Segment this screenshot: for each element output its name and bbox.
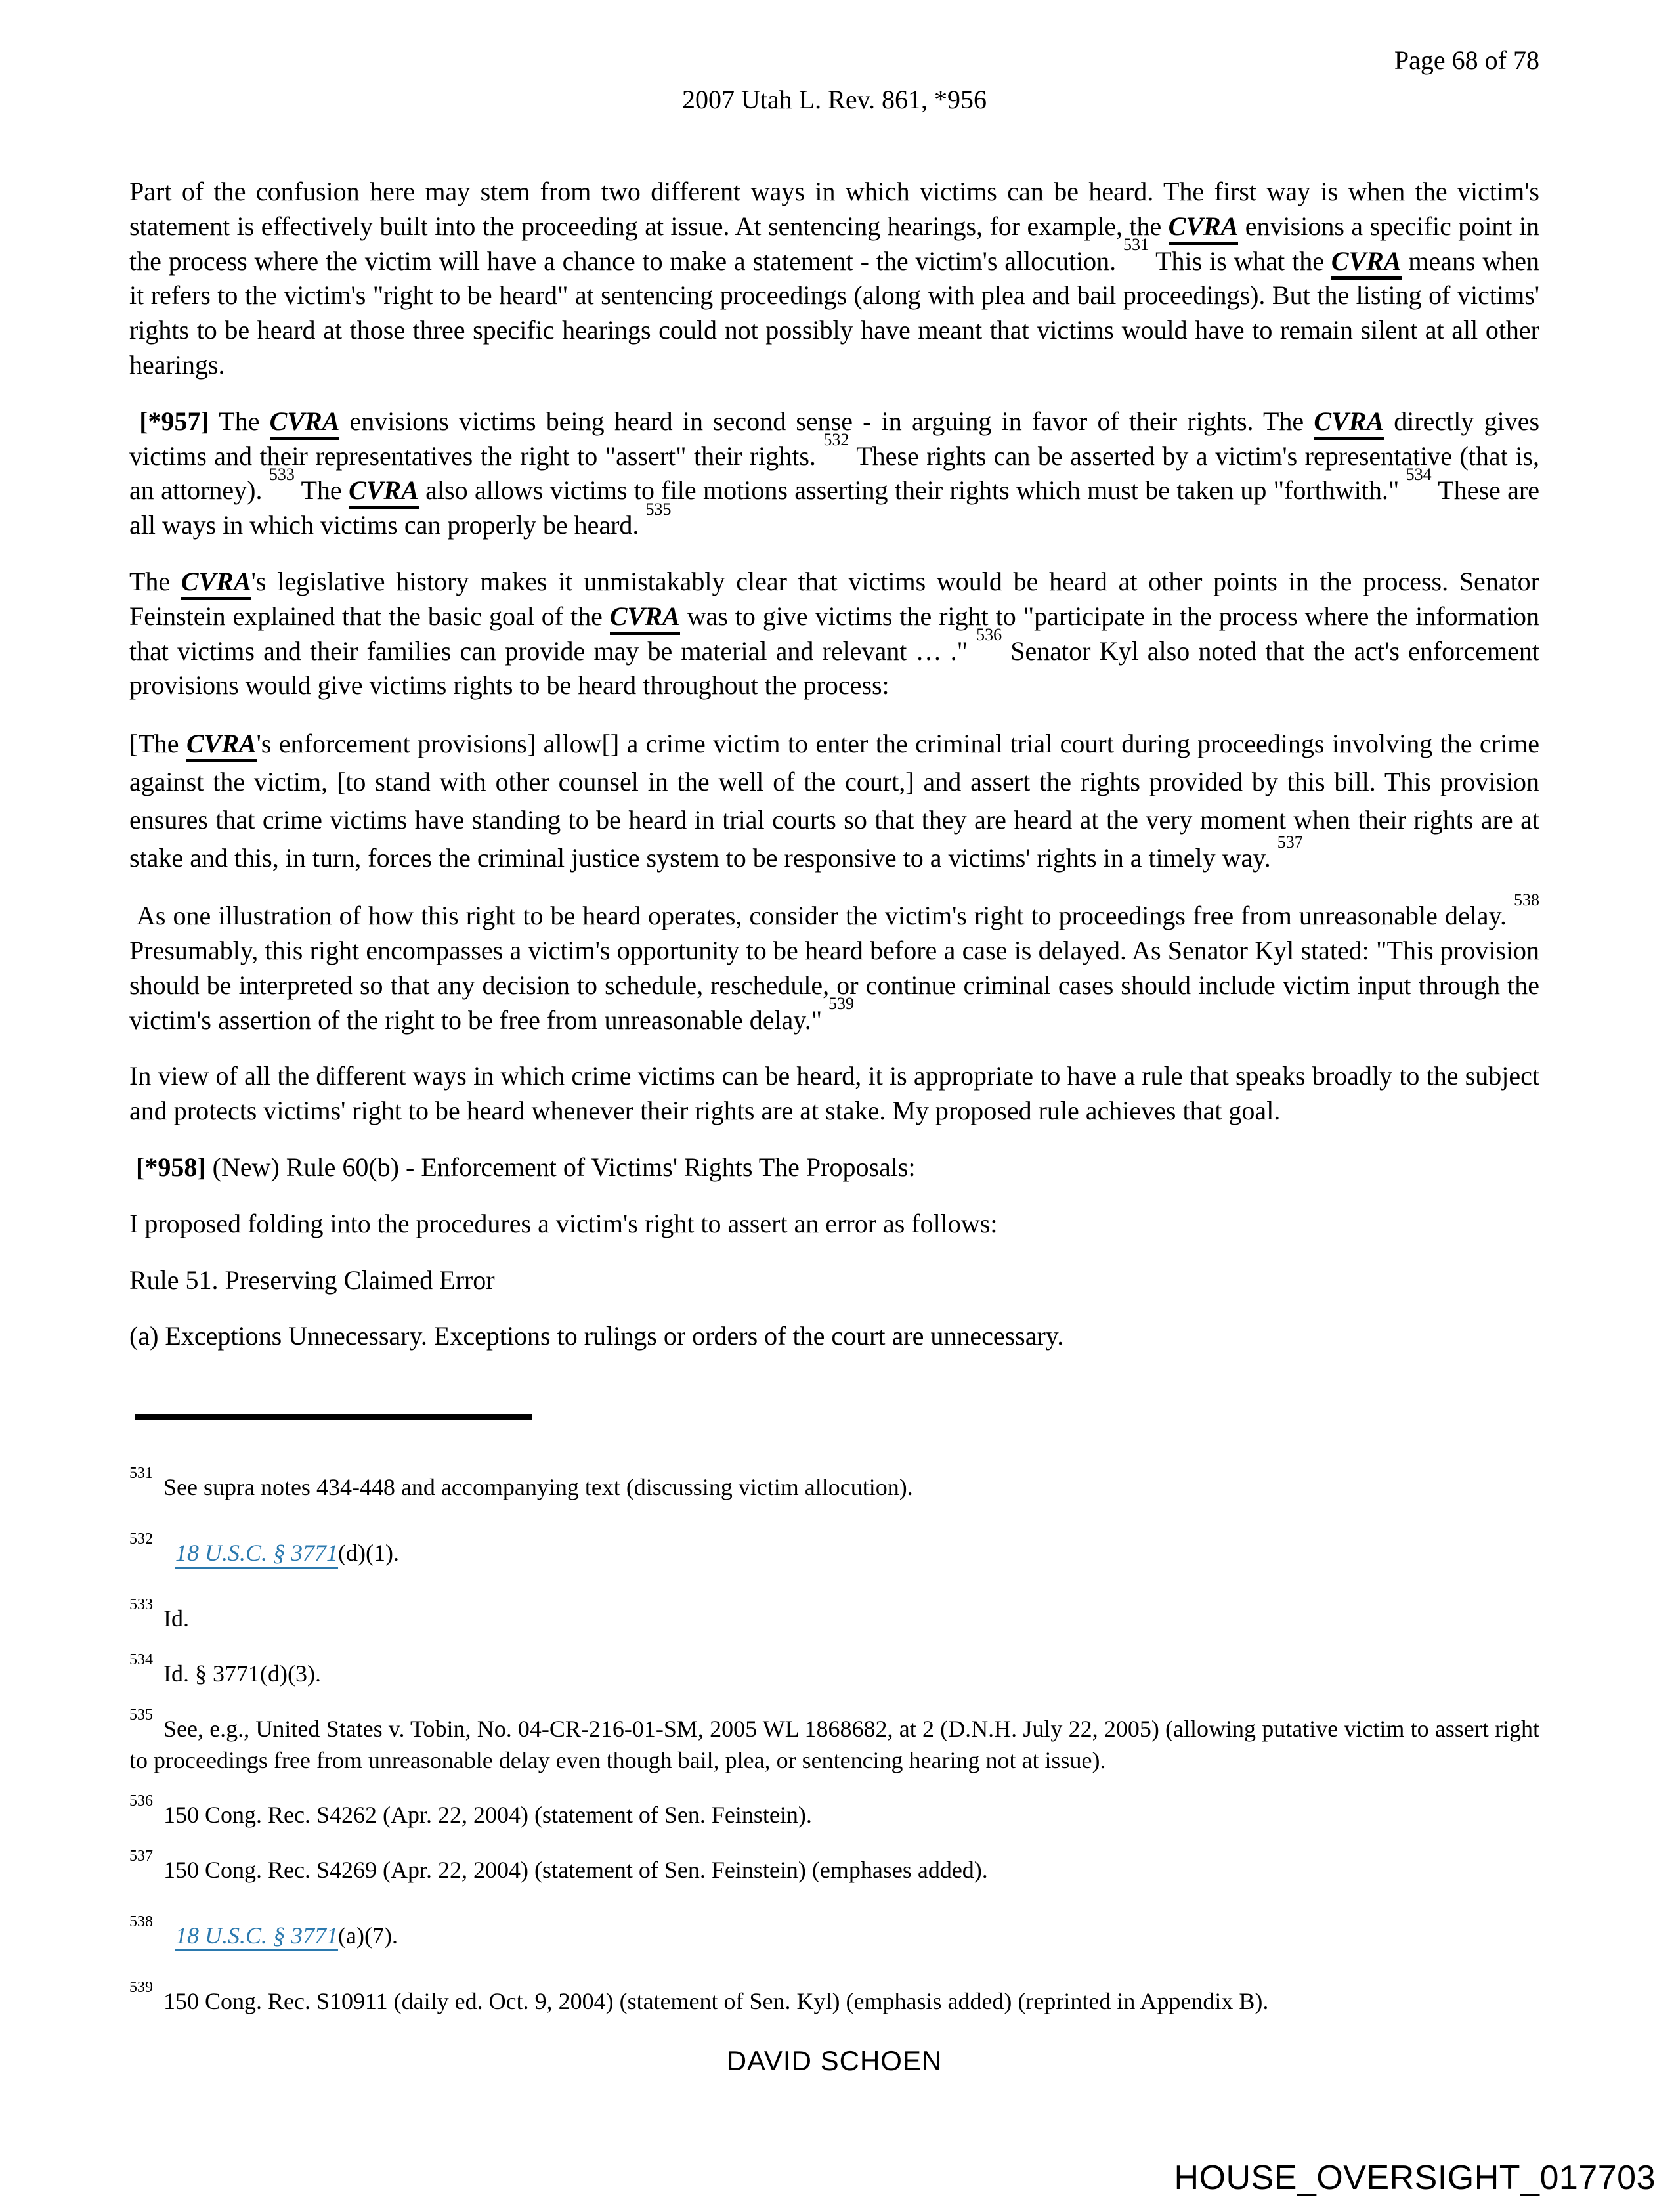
footnote-number: 534 bbox=[129, 1651, 153, 1668]
statute-link[interactable]: 18 U.S.C. § 3771 bbox=[175, 1540, 339, 1566]
page-number-label: Page 68 of 78 bbox=[1394, 45, 1539, 75]
footnote-ref: 537 bbox=[1277, 832, 1303, 852]
body-paragraph bbox=[129, 1059, 1539, 1129]
text-segment: I proposed folding into the procedures a victim's right to assert an error as follows: bbox=[129, 1208, 998, 1238]
footnote-number: 531 bbox=[129, 1465, 153, 1483]
text-segment: See supra notes 434-448 and accompanying text (discussing victim allocution). bbox=[163, 1474, 913, 1501]
statute-link[interactable]: 18 U.S.C. § 3771 bbox=[175, 1922, 339, 1949]
cvra-term: CVRA bbox=[1331, 246, 1402, 280]
footnote-number: 537 bbox=[129, 1848, 153, 1865]
footnotes-section bbox=[129, 1465, 1539, 2018]
footnote-number: 532 bbox=[129, 1530, 153, 1548]
cvra-term: CVRA bbox=[181, 567, 251, 600]
bates-stamp: HOUSE_OVERSIGHT_017703 bbox=[1174, 2159, 1656, 2197]
body-paragraph bbox=[129, 725, 1539, 877]
text-segment: Id. § 3771(d)(3). bbox=[163, 1660, 321, 1687]
footnote-number: 536 bbox=[129, 1792, 153, 1810]
text-segment: [The bbox=[129, 729, 186, 759]
author-name: DAVID SCHOEN bbox=[726, 2045, 943, 2076]
text-segment: envisions a specific point in the process where the victim will have a chance to make a statement - the victim's allocution. bbox=[129, 211, 1539, 276]
footnote-ref: 531 bbox=[1123, 235, 1149, 255]
footnote-ref: 539 bbox=[828, 994, 855, 1014]
footnote bbox=[129, 1706, 1539, 1777]
cvra-term: CVRA bbox=[610, 601, 680, 635]
text-segment bbox=[129, 406, 139, 436]
text-segment: Rule 51. Preserving Claimed Error bbox=[129, 1265, 495, 1295]
text-segment: directly gives victims and their representatives the right to "assert" their rights. bbox=[129, 406, 1540, 471]
text-segment: In view of all the different ways in which crime victims can be heard, it is appropriate to have a rule that speaks broadly to the subject and protects victims' right to be heard whenever their rights are at stake. My proposed rule achieves that goal. bbox=[129, 1061, 1539, 1126]
footnote-ref: 538 bbox=[1514, 890, 1539, 909]
cvra-term: CVRA bbox=[1314, 406, 1384, 440]
footnote-ref: 535 bbox=[645, 499, 672, 519]
footnote bbox=[129, 1848, 1539, 1886]
text-segment: means when it refers to the victim's "right to be heard" at sentencing proceedings (along with plea and bail proceedings). But the listing of victims' rights to be heard at those three specific hearings could not possibly have meant that victims would have to remain silent at all other hearings. bbox=[129, 246, 1540, 380]
text-segment bbox=[129, 1152, 136, 1182]
text-segment: The bbox=[294, 475, 349, 506]
body-paragraph bbox=[129, 175, 1539, 383]
text-segment: was to give victims the right to "participate in the process where the information that victims and their families can provide may be material and relevant … ." bbox=[129, 601, 1539, 666]
text-segment: (a) Exceptions Unnecessary. Exceptions to rulings or orders of the court are unnecessary. bbox=[129, 1321, 1064, 1351]
text-segment: (d)(1). bbox=[338, 1540, 399, 1566]
text-segment: Part of the confusion here may stem from two different ways in which victims can be heard. The first way is when the victim's statement is effectively built into the proceeding at issue. At sentencing hearings, for example, the bbox=[129, 177, 1539, 241]
text-segment: Senator Kyl also noted that the act's enforcement provisions would give victims rights to be heard throughout the process: bbox=[129, 636, 1539, 701]
article-body bbox=[129, 175, 1539, 1354]
body-paragraph bbox=[129, 1319, 1539, 1354]
footnote-number: 539 bbox=[129, 1979, 153, 1996]
footnote bbox=[129, 1913, 1539, 1952]
text-segment: also allows victims to file motions asserting their rights which must be taken up "forthwith." bbox=[418, 475, 1406, 506]
footnote-number: 538 bbox=[129, 1913, 153, 1931]
footnote bbox=[129, 1979, 1539, 2018]
footnote-number: 533 bbox=[129, 1595, 153, 1613]
text-segment: The bbox=[129, 566, 181, 596]
footnote-ref: 533 bbox=[268, 465, 295, 485]
text-segment: These are all ways in which victims can properly be heard. bbox=[129, 475, 1539, 540]
cvra-term: CVRA bbox=[270, 406, 340, 440]
text-segment: Presumably, this right encompasses a victim's opportunity to be heard before a case is delayed. As Senator Kyl stated: "This provision should be interpreted so that any decision to schedule, reschedule, or continue criminal cases should include victim input through the victim's assertion of the right to be free from unreasonable delay." bbox=[129, 935, 1539, 1035]
footnote bbox=[129, 1792, 1539, 1831]
body-paragraph bbox=[129, 1263, 1539, 1298]
footnote-ref: 536 bbox=[976, 625, 1002, 645]
body-paragraph bbox=[129, 1150, 1539, 1185]
footnote-number: 535 bbox=[129, 1706, 153, 1724]
cvra-term: CVRA bbox=[186, 729, 257, 762]
text-segment: 150 Cong. Rec. S4262 (Apr. 22, 2004) (statement of Sen. Feinstein). bbox=[163, 1802, 812, 1829]
text-segment: 150 Cong. Rec. S10911 (daily ed. Oct. 9, 2004) (statement of Sen. Kyl) (emphasis added) (reprinted in Appendix B). bbox=[163, 1988, 1269, 2014]
text-segment: As one illustration of how this right to be heard operates, consider the victim's right to proceedings free from unreasonable delay. bbox=[129, 901, 1514, 931]
body-paragraph bbox=[129, 404, 1539, 543]
star-page-marker: [*958] bbox=[136, 1152, 206, 1182]
footnote-separator bbox=[135, 1414, 532, 1420]
text-segment: envisions victims being heard in second sense - in arguing in favor of their rights. The bbox=[339, 406, 1314, 436]
footnote bbox=[129, 1530, 1539, 1569]
text-segment: (a)(7). bbox=[338, 1922, 398, 1949]
document-title: 2007 Utah L. Rev. 861, *956 bbox=[681, 85, 987, 114]
footnote bbox=[129, 1595, 1539, 1635]
text-segment: These rights can be asserted by a victim's representative (that is, an attorney). bbox=[129, 441, 1539, 506]
cvra-term: CVRA bbox=[349, 475, 419, 509]
text-segment: Id. bbox=[163, 1605, 189, 1632]
footnote bbox=[129, 1651, 1539, 1690]
text-segment: 's legislative history makes it unmistakably clear that victims would be heard at other points in the process. Senator Feinstein explained that the basic goal of the bbox=[129, 566, 1540, 631]
body-paragraph bbox=[129, 565, 1539, 703]
text-segment: 's enforcement provisions] allow[] a crime victim to enter the criminal trial court during proceedings involving the crime against the victim, [to stand with other counsel in the well of the court,] and assert the rights provided by this bill. This provision ensures that crime victims have standing to be heard in trial courts so that they are heard at the very moment when their rights are at stake and this, in turn, forces the criminal justice system to be responsive to a victims' rights in a timely way. bbox=[129, 729, 1539, 873]
footnote-ref: 534 bbox=[1406, 465, 1432, 485]
text-segment: This is what the bbox=[1149, 246, 1331, 276]
text-segment: See, e.g., United States v. Tobin, No. 04-CR-216-01-SM, 2005 WL 1868682, at 2 (D.N.H. July 22, 2005) (allowing putative victim to assert right to proceedings free from unreasonable delay even though bail, plea, or sentencing hearing not at issue). bbox=[129, 1715, 1539, 1773]
footnote bbox=[129, 1465, 1539, 1504]
footnote-ref: 532 bbox=[823, 430, 849, 450]
text-segment: (New) Rule 60(b) - Enforcement of Victims' Rights The Proposals: bbox=[205, 1152, 916, 1182]
body-paragraph bbox=[129, 890, 1539, 1037]
text-segment: The bbox=[209, 406, 270, 436]
cvra-term: CVRA bbox=[1169, 211, 1239, 245]
star-page-marker: [*957] bbox=[139, 406, 209, 436]
body-paragraph bbox=[129, 1207, 1539, 1242]
text-segment: 150 Cong. Rec. S4269 (Apr. 22, 2004) (statement of Sen. Feinstein) (emphases added). bbox=[163, 1857, 988, 1884]
